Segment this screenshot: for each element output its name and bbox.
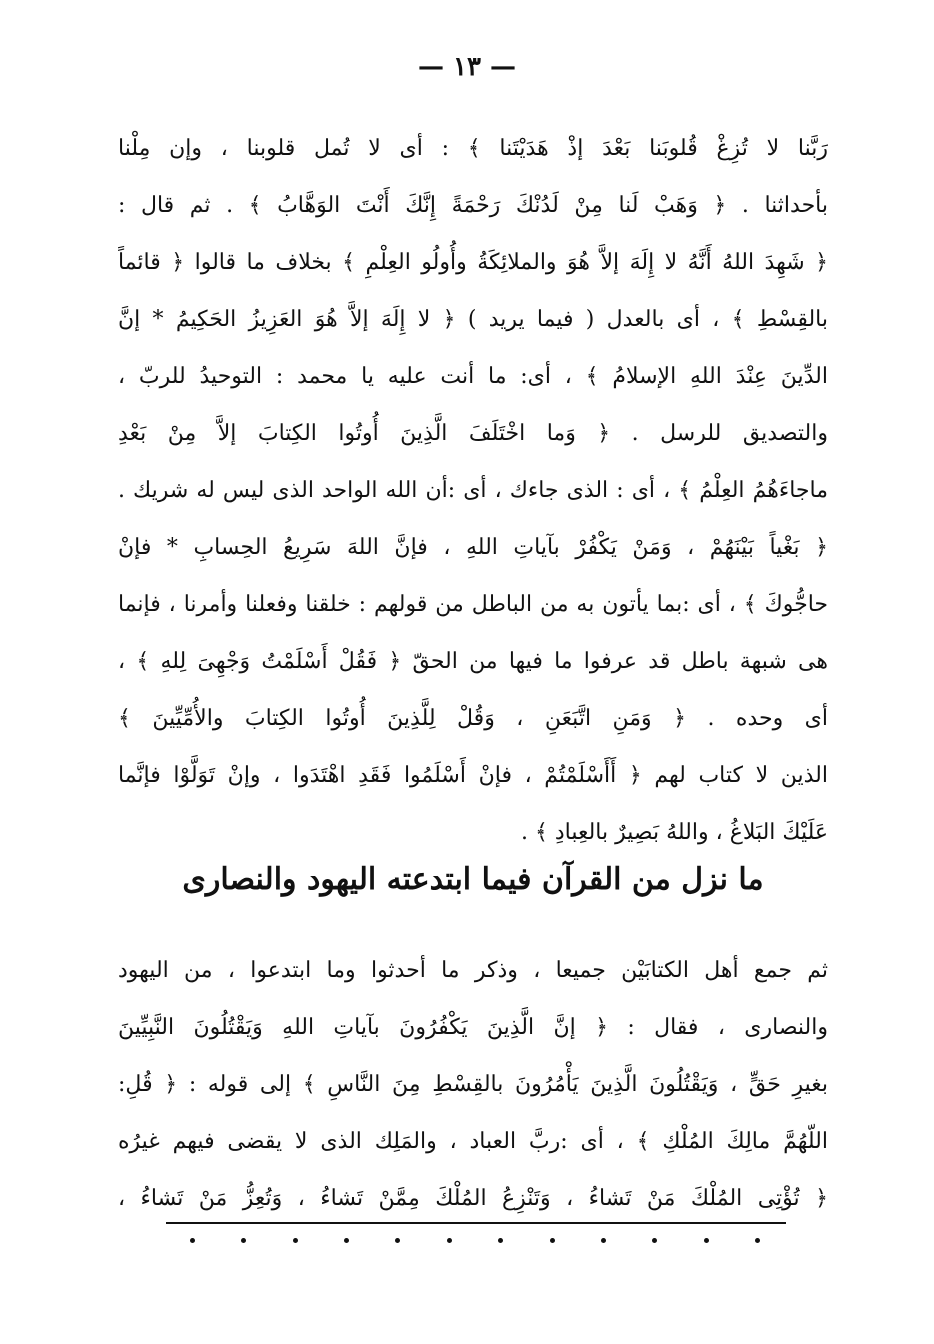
footer-dot	[190, 1238, 195, 1243]
footer-dot	[293, 1238, 298, 1243]
footer-dot	[601, 1238, 606, 1243]
text-line: أى وحده . ﴿ وَمَنِ اتَّبَعَنِ ، وَقُلْ لِلَّذِينَ أُوتُوا الكِتابَ والأُمِّيِّينَ ﴾	[118, 706, 828, 731]
section-heading: ما نزل من القرآن فيما ابتدعته اليهود والنصارى	[182, 862, 764, 897]
text-line: ﴿ شَهِدَ اللهُ أَنَّهُ لا إِلَهَ إلاَّ هُوَ والملائِكَةُ وأُولُو العِلْمِ ﴾ بخلاف ما قالوا ﴿ قائماً	[118, 250, 828, 275]
text-line: الدِّينَ عِنْدَ اللهِ الإسلامُ ﴾ ، أى: ما أنت عليه يا محمد : التوحيدُ للربّ ،	[118, 364, 828, 389]
text-line: هى شبهة باطل قد عرفوا ما فيها من الحقّ ﴿ فَقُلْ أَسْلَمْتُ وَجْهِىَ لِلهِ ﴾ ،	[118, 649, 828, 674]
text-line: حاجُّوكَ ﴾ ، أى :بما يأتون به من الباطل من قولهم : خلقنا وفعلنا وأمرنا ، فإنما	[118, 592, 828, 617]
text-line: رَبَّنا لا تُزِغْ قُلوبَنا بَعْدَ إذْ هَدَيْتَنا ﴾ : أى لا تُمل قلوبنا ، وإن مِلْنا	[118, 136, 828, 161]
text-line: الذين لا كتاب لهم ﴿ أَأَسْلَمْتُمْ ، فإنْ أَسْلَمُوا فَقَدِ اهْتَدَوا ، وإنْ تَوَلَّوْا فإنَّما	[118, 763, 828, 788]
text-line: بغيرِ حَقٍّ ، وَيَقْتُلُونَ الَّذِينَ يَأْمُرُونَ بالقِسْطِ مِنَ النَّاسِ ﴾ إلى قوله : ﴿ قُلِ:	[118, 1072, 828, 1097]
paragraph-2	[118, 942, 828, 1227]
text-line: بأحداثنا . ﴿ وَهَبْ لَنا مِنْ لَدُنْكَ رَحْمَةً إِنَّكَ أَنْتَ الوَهَّابُ ﴾ . ثم قال :	[118, 193, 828, 218]
footer-dot	[755, 1238, 760, 1243]
footer-rule	[166, 1222, 786, 1224]
footer-dot-row	[190, 1238, 760, 1243]
text-line: ماجاءَهُمُ العِلْمُ ﴾ ، أى : الذى جاءك ، أى :أن الله الواحد الذى ليس له شريك .	[118, 478, 828, 503]
text-line: والنصارى ، فقال : ﴿ إنَّ الَّذِينَ يَكْفُرُونَ بآياتِ اللهِ وَيَقْتُلُونَ النَّبِيِّينَ	[118, 1015, 828, 1040]
footer-dot	[447, 1238, 452, 1243]
text-line: بالقِسْطِ ﴾ ، أى بالعدل ( فيما يريد ) ﴿ لا إِلَهَ إلاَّ هُوَ العَزِيزُ الحَكِيمُ * إنَّ	[118, 307, 828, 332]
text-line: ﴿ تُؤْتِى المُلْكَ مَنْ تَشاءُ ، وَتَنْزِعُ المُلْكَ مِمَّنْ تَشاءُ ، وَتُعِزُّ مَنْ تَشاءُ ،	[118, 1186, 828, 1211]
paragraph-1	[118, 120, 828, 861]
footer-dot	[550, 1238, 555, 1243]
page-number: — ١٣ —	[417, 52, 517, 82]
footer-dot	[395, 1238, 400, 1243]
text-line: ثم جمع أهل الكتابَيْن جميعا ، وذكر ما أحدثوا وما ابتدعوا ، من اليهود	[118, 958, 828, 983]
footer-dot	[498, 1238, 503, 1243]
text-line: اللّهُمَّ مالِكَ المُلْكِ ﴾ ، أى :ربَّ العباد ، والمَلِك الذى لا يقضى فيهم غيرُه	[118, 1129, 828, 1154]
footer-dot	[652, 1238, 657, 1243]
footer-dot	[241, 1238, 246, 1243]
footer-dot	[344, 1238, 349, 1243]
text-line: والتصديق للرسل . ﴿ وَما اخْتَلَفَ الَّذِينَ أُوتُوا الكِتابَ إلاَّ مِنْ بَعْدِ	[118, 421, 828, 446]
footer-dot	[704, 1238, 709, 1243]
text-line: عَلَيْكَ البَلاغُ ، واللهُ بَصِيرٌ بالعِبادِ ﴾ .	[520, 820, 828, 845]
text-line: ﴿ بَغْياً بَيْنَهُمْ ، وَمَنْ يَكْفُرْ بآياتِ اللهِ ، فإنَّ اللهَ سَرِيعُ الحِسابِ * فإنْ	[118, 535, 828, 560]
